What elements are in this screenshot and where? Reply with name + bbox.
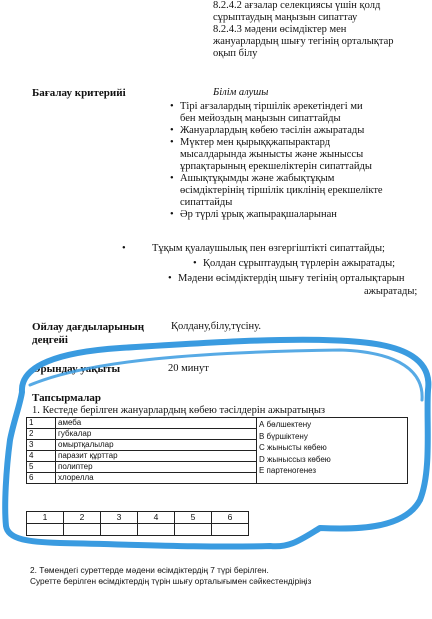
animal-name: полиптер: [56, 462, 257, 473]
animal-name: омыртқалылар: [56, 440, 257, 451]
answer-cell[interactable]: [212, 524, 249, 536]
row-number: 2: [27, 429, 56, 440]
row-number: 3: [27, 440, 56, 451]
criteria-item: • Жануарлардың көбею тәсілін ажыратады: [168, 125, 432, 137]
row-number: 5: [27, 462, 56, 473]
answer-header: 1: [27, 512, 64, 524]
task-2-line-2: Суретте берілген өсімдіктердің түрін шығу орталығымен сәйкестендіріңіз: [30, 576, 312, 586]
objective-line: оқып білу: [213, 48, 258, 59]
criteria-extra-item: • Тұқым қуалаушылық пен өзгергіштікті сипаттайды;: [122, 243, 385, 254]
criteria-lead: Білім алушы: [213, 87, 269, 98]
objective-line: 8.2.4.3 мәдени өсімдіктер мен: [213, 24, 347, 35]
answer-header: 5: [175, 512, 212, 524]
answer-cell[interactable]: [175, 524, 212, 536]
learning-objectives: [213, 0, 432, 60]
answer-header: 4: [138, 512, 175, 524]
criteria-label: Бағалау критерийі: [32, 87, 126, 99]
task-2-line-1: 2. Төмендегі суреттерде мәдени өсімдіктердің 7 түрі берілген.: [30, 565, 269, 575]
objective-line: жануарлардың шығу тегінің орталықтар: [213, 36, 394, 47]
answer-grid: [26, 511, 249, 536]
answer-header: 3: [101, 512, 138, 524]
animal-name: губкалар: [56, 429, 257, 440]
task-1-text: 1. Кестеде берілген жануарлардың көбею тәсілдерін ажыратыңыз: [32, 405, 326, 416]
animals-table: [26, 417, 408, 484]
objective-line: 8.2.4.2 ағзалар селекциясы үшін қолд: [213, 0, 381, 11]
row-number: 6: [27, 473, 56, 484]
option: D жыныссыз көбею: [259, 454, 331, 464]
answer-cell[interactable]: [101, 524, 138, 536]
criteria-extra-item: • Қолдан сұрыптаудың түрлерін ажыратады;: [193, 258, 396, 269]
time-label: Орындау уақыты: [32, 363, 121, 375]
animal-name: паразит құрттар: [56, 451, 257, 462]
objective-line: сұрыптаудың маңызын сипаттау: [213, 12, 358, 23]
row-number: 1: [27, 418, 56, 429]
answer-header-row: [27, 512, 249, 524]
answer-cell[interactable]: [64, 524, 101, 536]
answer-header: 6: [212, 512, 249, 524]
animal-name: хлорелла: [56, 473, 257, 484]
criteria-item: • Ашықтұқымды және жабықтұқым өсімдіктерінің тіршілік циклінің ерекшелікте сипаттайды: [168, 173, 432, 209]
skills-label-2: деңгейі: [32, 334, 68, 346]
criteria-extra-continuation: ажыратады;: [364, 286, 418, 297]
criteria-list: [168, 101, 432, 221]
answer-cell[interactable]: [27, 524, 64, 536]
criteria-item: • Мүктер мен қырыққжапырактард мысалдарында жынысты және жыныссы ұрпақтарының ерекшеліктерін сипаттайды: [168, 137, 432, 173]
tasks-label: Тапсырмалар: [32, 392, 101, 404]
criteria-item: • Әр түрлі ұрық жапырақшаларынан: [168, 209, 432, 221]
reproduction-options: [257, 418, 408, 484]
answer-cell[interactable]: [138, 524, 175, 536]
option: С жынысты көбею: [259, 443, 327, 452]
table-row: [27, 418, 408, 429]
criteria-item: • Тірі ағзалардың тіршілік әрекетіндегі ми бен мейоздың маңызын сипаттайды: [168, 101, 432, 125]
criteria-extra-item: • Мәдени өсімдіктердің шығу тегінің орталықтарын: [168, 273, 405, 284]
skills-label: Ойлау дағдыларының: [32, 321, 145, 333]
option: В бүршіктену: [259, 431, 308, 441]
answer-header: 2: [64, 512, 101, 524]
option: Е партеногенез: [259, 466, 317, 475]
answer-input-row: [27, 524, 249, 536]
time-value: 20 минут: [168, 363, 209, 374]
animal-name: амеба: [56, 418, 257, 429]
skills-value: Қолдану,білу,түсіну.: [171, 321, 261, 332]
row-number: 4: [27, 451, 56, 462]
option: А бөлшектену: [259, 420, 312, 429]
